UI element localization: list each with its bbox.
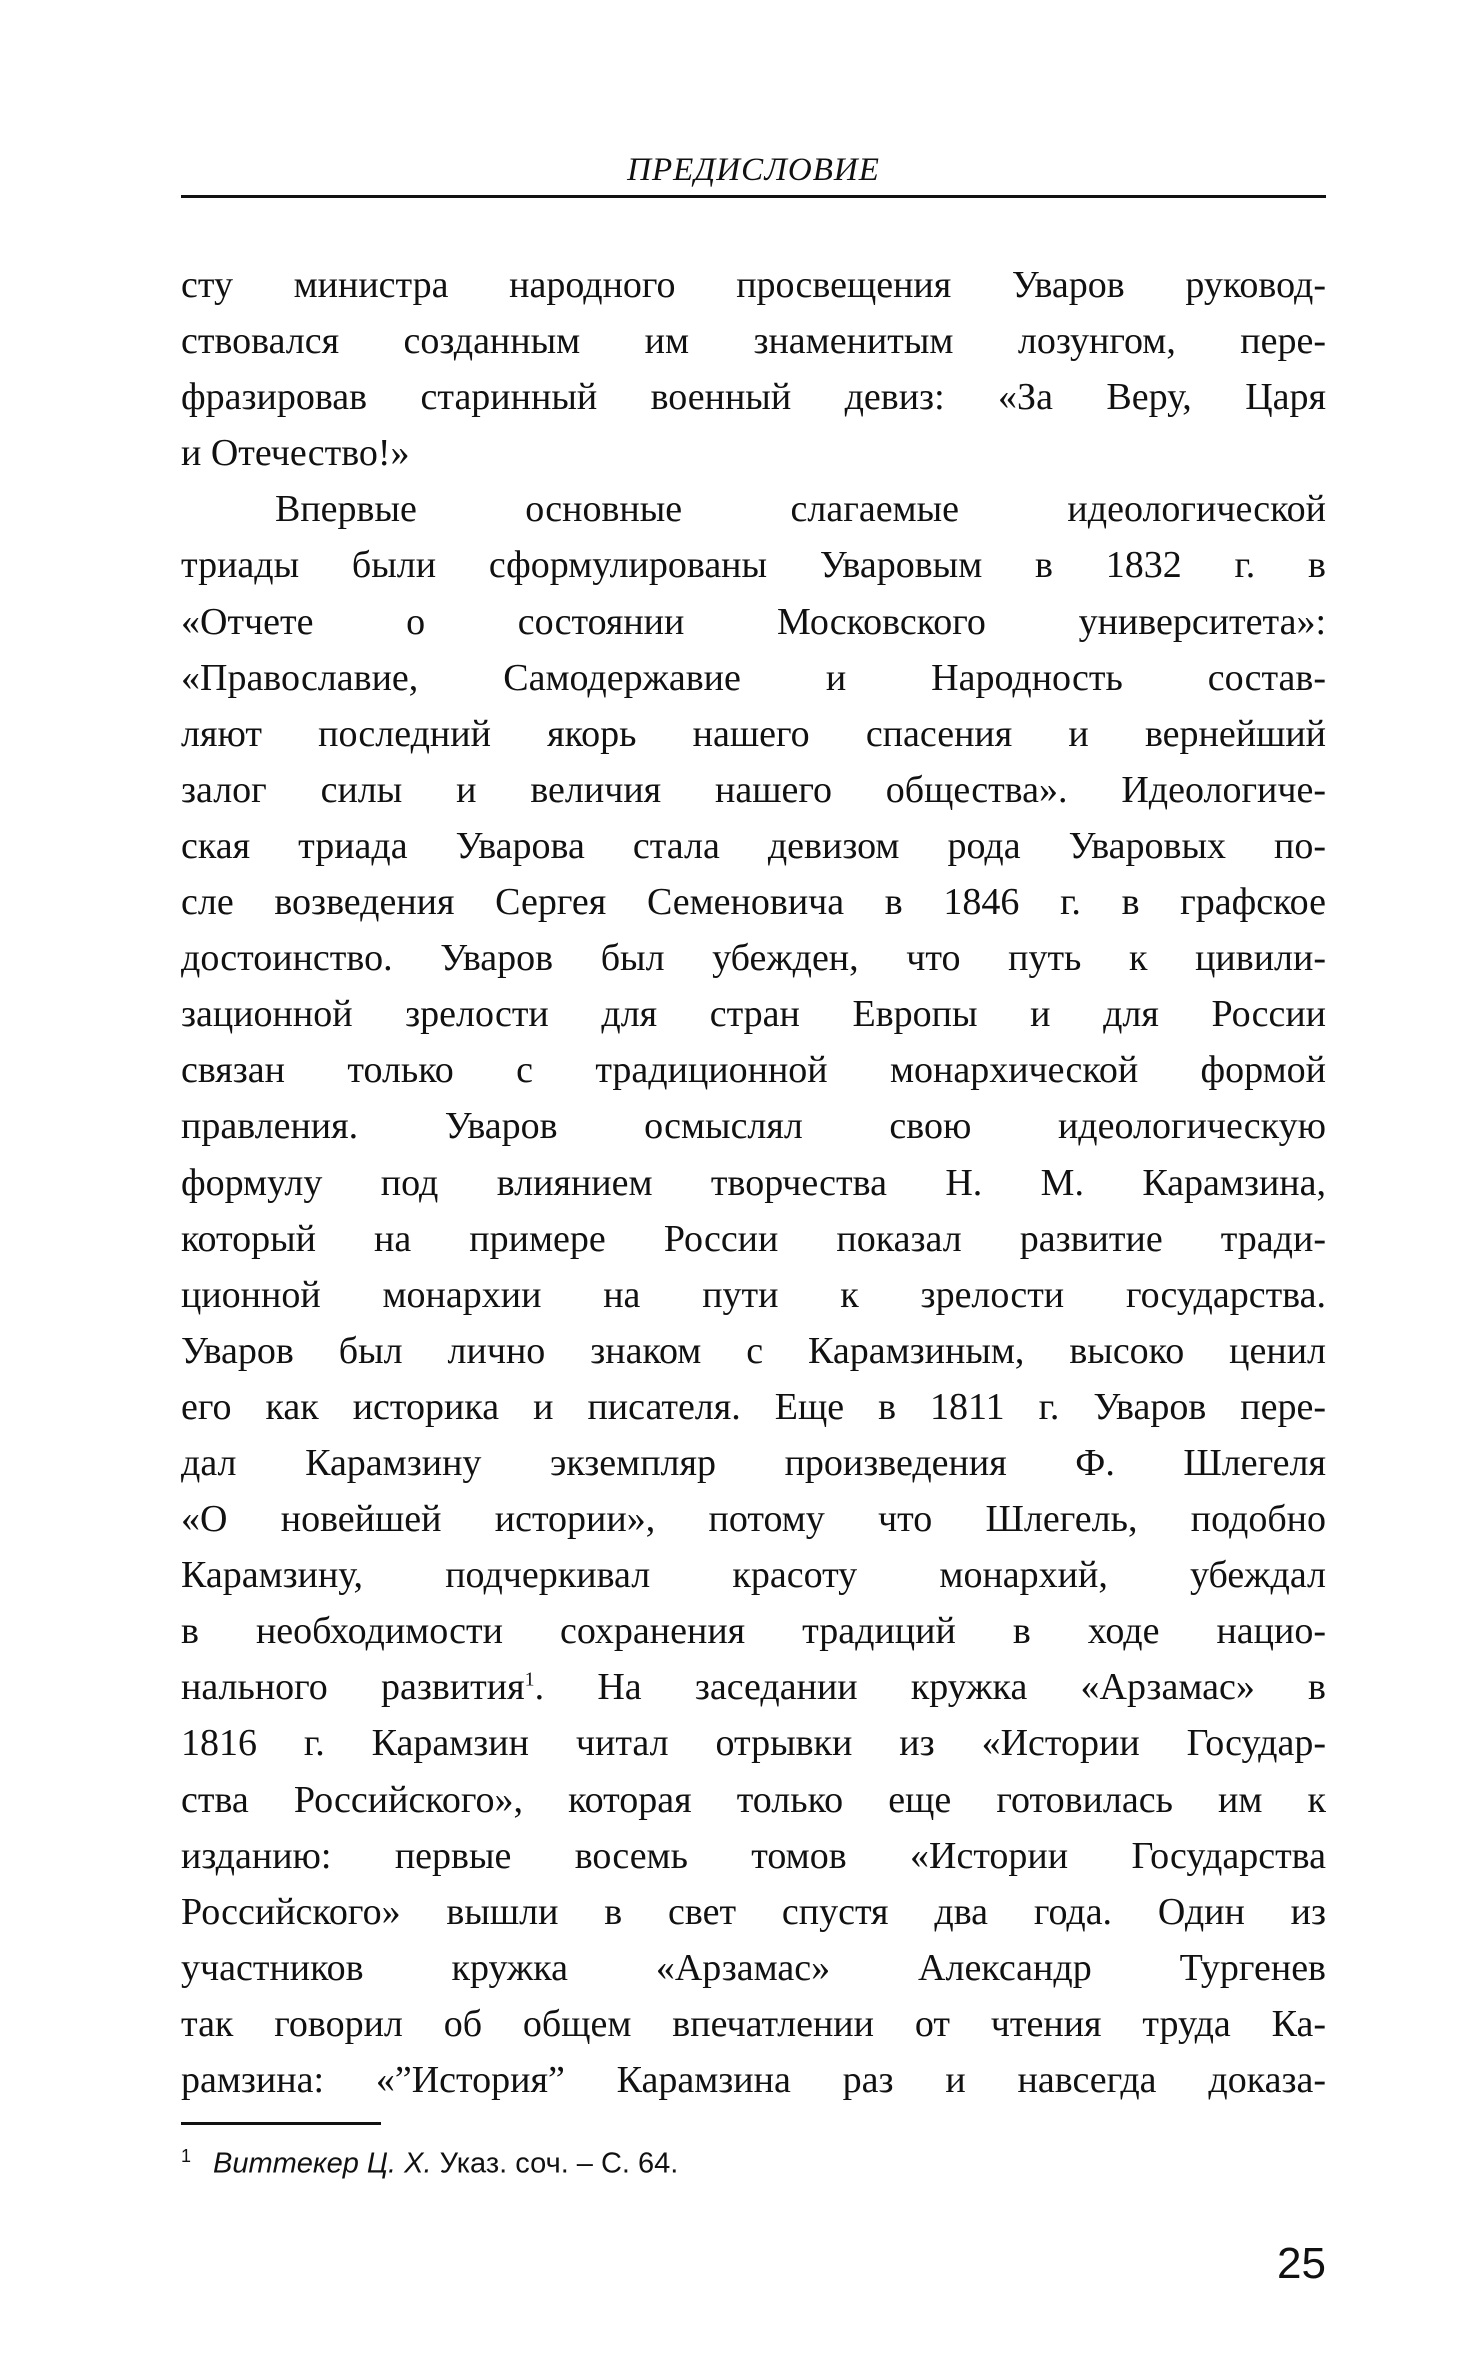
- text-line: залог силы и величия нашего общества». Идеологиче-: [181, 768, 1326, 811]
- text-line: Уваров был лично знаком с Карамзиным, высоко ценил: [181, 1329, 1326, 1372]
- text-line: ская триада Уварова стала девизом рода Уваровых по-: [181, 824, 1326, 867]
- header-rule: [181, 195, 1326, 198]
- text-line: связан только с традиционной монархической формой: [181, 1049, 1326, 1092]
- text-line: «Православие, Самодержавие и Народность состав-: [181, 656, 1326, 699]
- text-line: рамзина: «”История” Карамзина раз и навсегда доказа-: [181, 2059, 1326, 2101]
- text-line: ляют последний якорь нашего спасения и вернейший: [181, 712, 1326, 755]
- text-line: его как историка и писателя. Еще в 1811 г. Уваров пере-: [181, 1385, 1326, 1428]
- running-head: ПРЕДИСЛОВИЕ: [627, 152, 880, 188]
- text-line: Карамзину, подчеркивал красоту монархий, убеждал: [181, 1554, 1326, 1597]
- text-line: который на примере России показал развитие тради-: [181, 1217, 1326, 1260]
- footnote-author: Виттекер Ц. Х.: [213, 2147, 432, 2180]
- body-text: [181, 257, 1326, 2108]
- text-line: сле возведения Сергея Семеновича в 1846 г. в графское: [181, 881, 1326, 924]
- text-line: так говорил об общем впечатлении от чтения труда Ка-: [181, 2002, 1326, 2045]
- footnote-rule: [181, 2122, 381, 2125]
- text-line: участников кружка «Арзамас» Александр Тургенев: [181, 1946, 1326, 1989]
- text-fragment: нального развития: [181, 1666, 525, 1709]
- text-line: фразировав старинный военный девиз: «За Веру, Царя: [181, 376, 1326, 419]
- page-number: 25: [1277, 2239, 1326, 2288]
- text-line: дал Карамзину экземпляр произведения Ф. Шлегеля: [181, 1441, 1326, 1484]
- text-line: правления. Уваров осмыслял свою идеологическую: [181, 1105, 1326, 1148]
- text-line: триады были сформулированы Уваровым в 1832 г. в: [181, 544, 1326, 587]
- footnote-mark: 1: [181, 2146, 192, 2166]
- text-line: «О новейшей истории», потому что Шлегель, подобно: [181, 1498, 1326, 1541]
- footnote-reference[interactable]: 1: [524, 1668, 535, 1691]
- text-line: достоинство. Уваров был убежден, что путь к цивили-: [181, 937, 1326, 980]
- footnote-text: Указ. соч. – С. 64.: [431, 2147, 679, 2180]
- text-line: «Отчете о состоянии Московского университета»:: [181, 600, 1326, 643]
- text-line: в необходимости сохранения традиций в ходе нацио-: [181, 1610, 1326, 1653]
- text-line: сту министра народного просвещения Уваров руковод-: [181, 264, 1326, 306]
- text-line: 1816 г. Карамзин читал отрывки из «Истории Государ-: [181, 1722, 1326, 1765]
- text-line: ствовался созданным им знаменитым лозунгом, пере-: [181, 320, 1326, 363]
- text-fragment: . На заседании кружка «Арзамас» в: [534, 1666, 1326, 1709]
- text-line: ства Российского», которая только еще готовилась им к: [181, 1778, 1326, 1821]
- text-line: Впервые основные слагаемые идеологической: [275, 488, 1326, 531]
- text-line: [181, 1659, 1326, 1715]
- footnote: [181, 2136, 678, 2184]
- text-line: формулу под влиянием творчества Н. М. Карамзина,: [181, 1161, 1326, 1204]
- text-line: ционной монархии на пути к зрелости государства.: [181, 1273, 1326, 1316]
- text-line: и Отечество!»: [181, 432, 410, 475]
- text-line: зационной зрелости для стран Европы и для России: [181, 993, 1326, 1036]
- text-line: Российского» вышли в свет спустя два года. Один из: [181, 1890, 1326, 1933]
- text-line: изданию: первые восемь томов «Истории Государства: [181, 1834, 1326, 1877]
